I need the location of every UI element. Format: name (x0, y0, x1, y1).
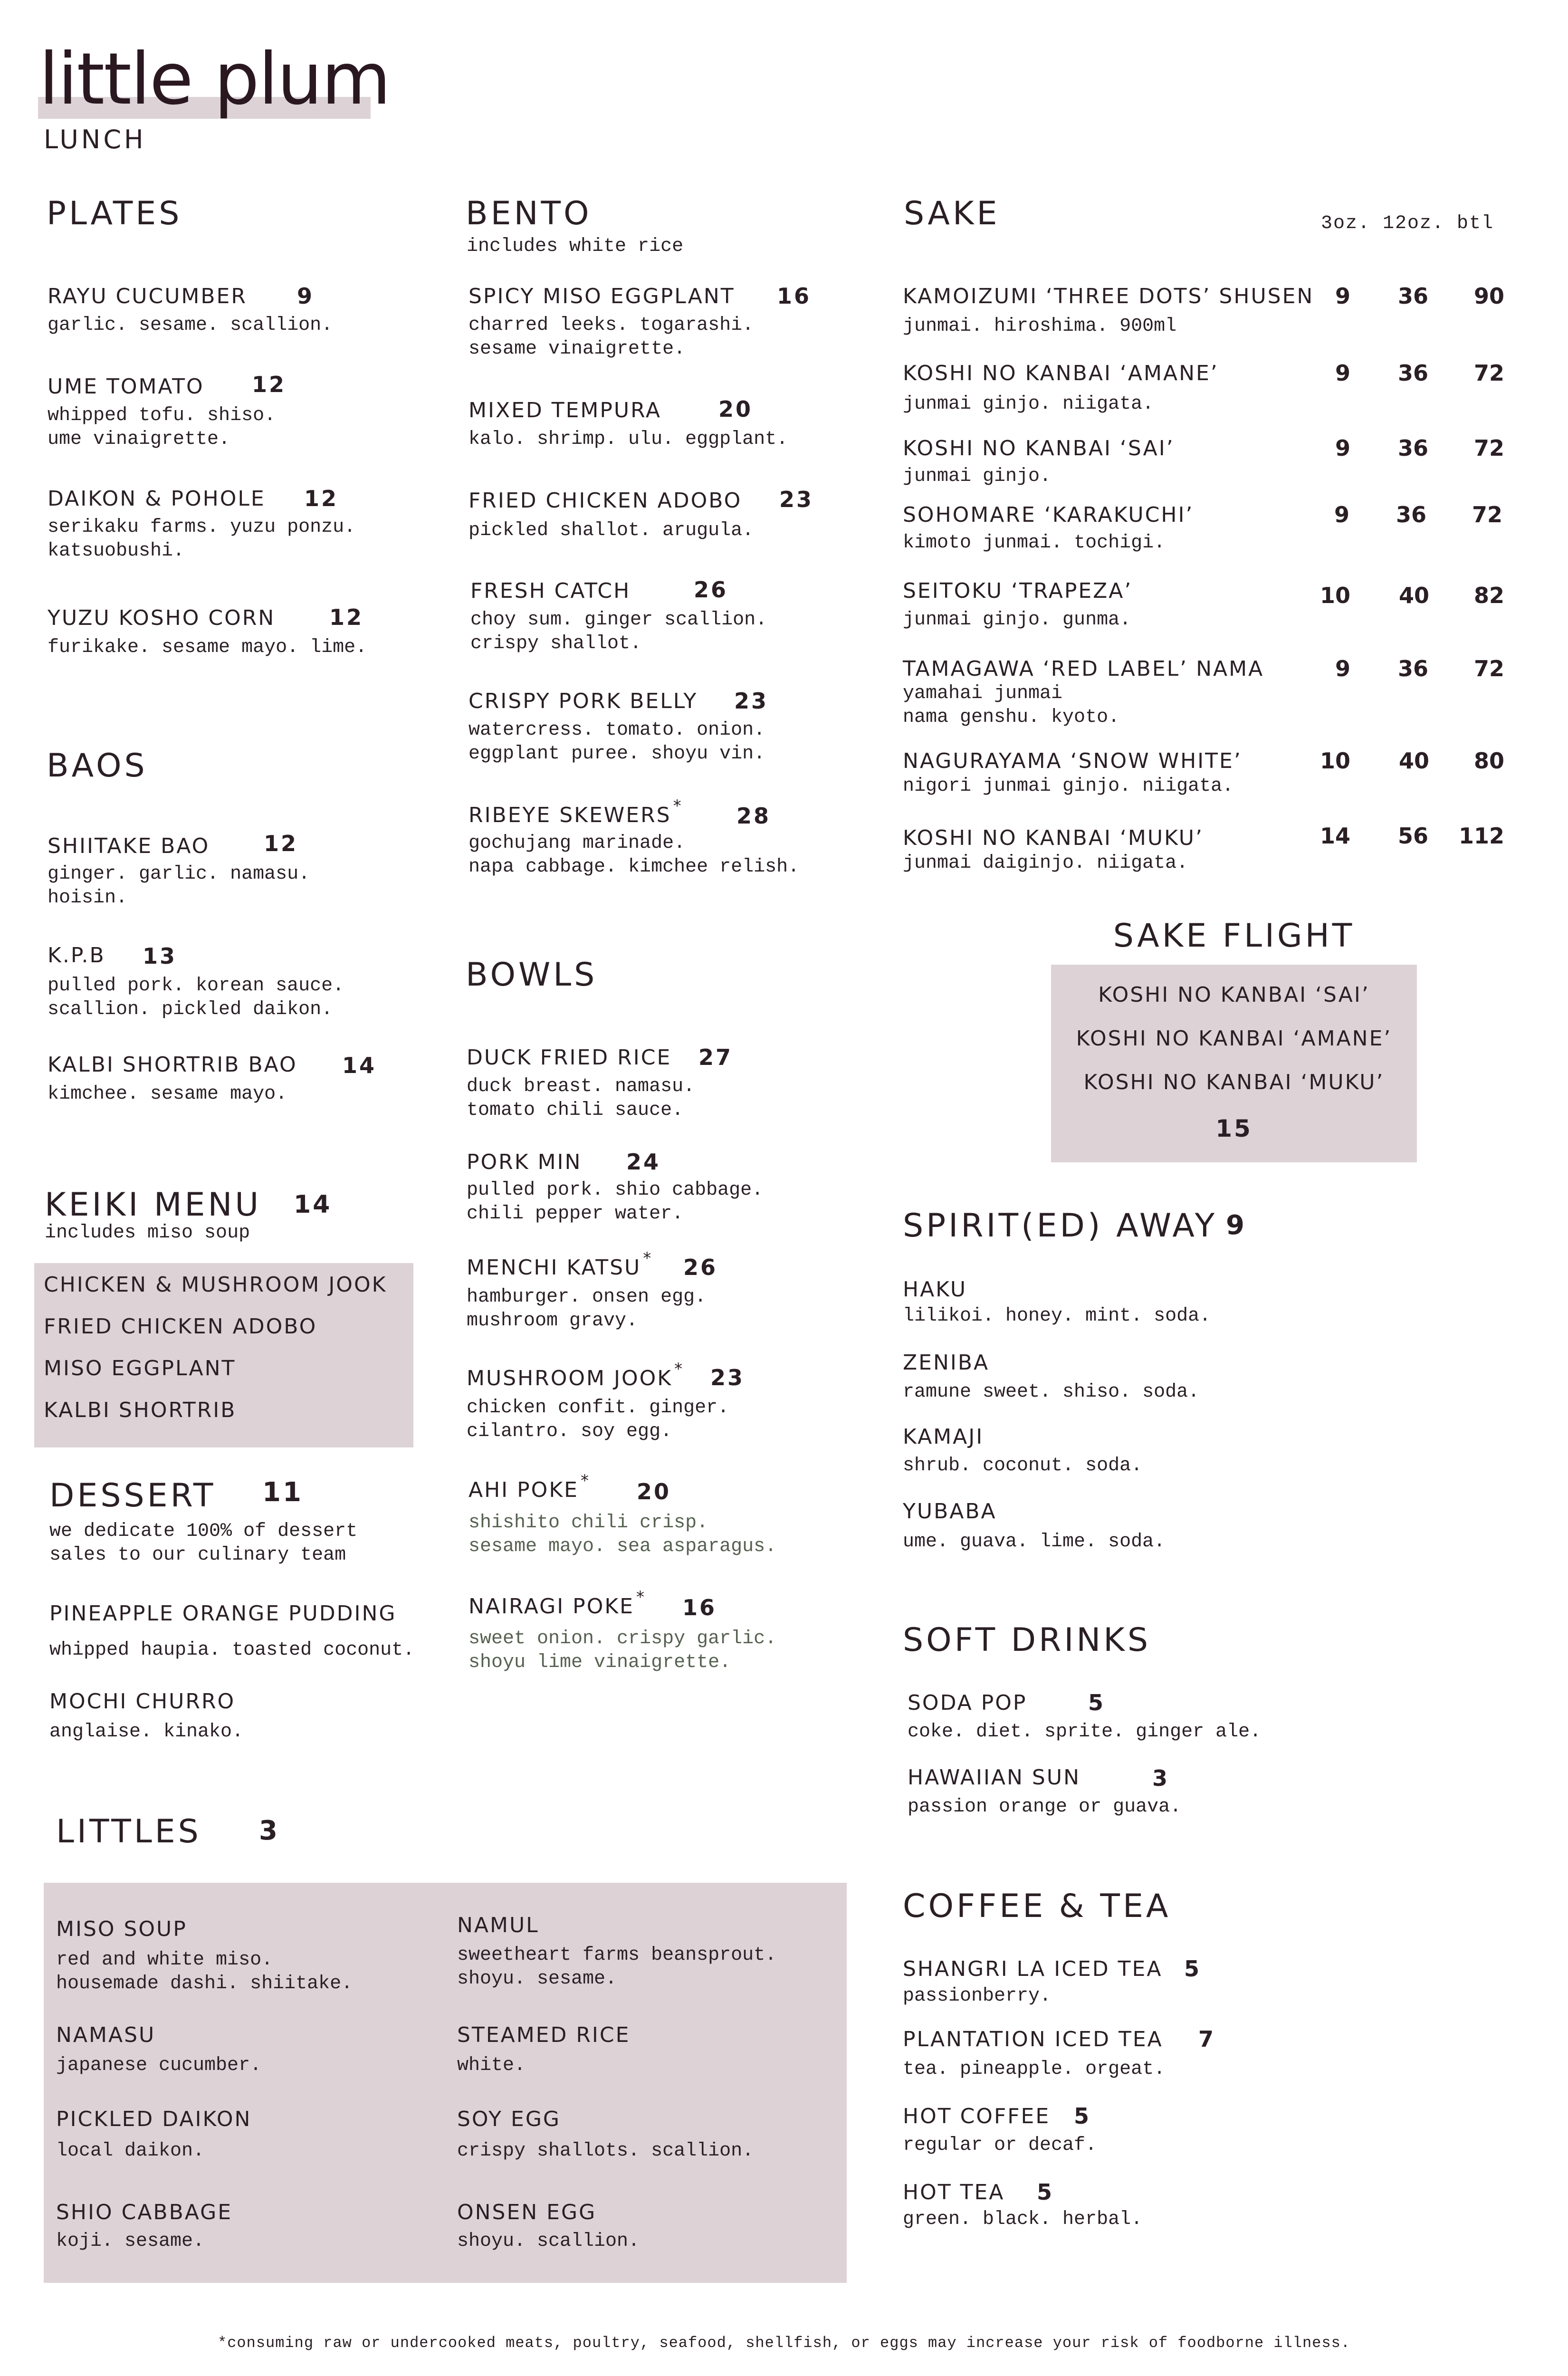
soft-drinks-title: SOFT DRINKS (903, 1621, 1151, 1659)
sake-desc: nigori junmai ginjo. niigata. (903, 776, 1234, 797)
bento-subtitle: includes white rice (467, 236, 684, 257)
menu-item-name: HOT TEA (903, 2180, 1005, 2204)
menu-item-desc: tea. pineapple. orgeat. (903, 2059, 1166, 2080)
menu-item-desc: pulled pork. shio cabbage. chili pepper water. (467, 1179, 764, 1225)
menu-item-price: 16 (682, 1595, 717, 1620)
menu-item-name: PICKLED DAIKON (56, 2107, 252, 2131)
menu-item-name: MIXED TEMPURA (468, 398, 662, 422)
sake-price-3oz: 9 (1335, 283, 1350, 309)
menu-item-desc: kalo. shrimp. ulu. eggplant. (468, 429, 788, 450)
sake-name: SOHOMARE ‘KARAKUCHI’ (903, 503, 1194, 527)
raw-warning-asterisk: * (636, 1588, 646, 1607)
menu-item-price: 12 (329, 604, 364, 630)
menu-item-name: MENCHI KATSU * (467, 1249, 653, 1280)
sake-price-12oz: 36 (1397, 360, 1428, 386)
keiki-subtitle: includes miso soup (45, 1222, 250, 1244)
sake-price-3oz: 14 (1319, 823, 1350, 849)
spirited-title: SPIRIT(ED) AWAY (903, 1207, 1218, 1245)
menu-item-desc: charred leeks. togarashi. sesame vinaigrette. (468, 315, 754, 360)
menu-item-price: 23 (779, 487, 814, 512)
sake-desc: junmai ginjo. (903, 466, 1052, 487)
sake-flight-item: KOSHI NO KANBAI ‘SAI’ (1098, 983, 1370, 1007)
sake-flight-price: 15 (1215, 1115, 1252, 1142)
menu-item-desc: local daikon. (56, 2140, 205, 2162)
raw-warning-asterisk: * (673, 796, 683, 815)
menu-item-name: YUZU KOSHO CORN (48, 606, 276, 630)
menu-item-desc: passion orange or guava. (908, 1796, 1182, 1818)
menu-item-desc: coke. diet. sprite. ginger ale. (908, 1721, 1262, 1743)
sake-price-btl: 80 (1473, 748, 1504, 774)
sake-name: SEITOKU ‘TRAPEZA’ (903, 579, 1133, 603)
menu-item-name: SODA POP (908, 1691, 1027, 1715)
menu-item-desc: chicken confit. ginger. cilantro. soy egg. (467, 1397, 729, 1442)
menu-item-desc: kimchee. sesame mayo. (48, 1083, 287, 1105)
sake-price-3oz: 10 (1319, 583, 1350, 608)
menu-item-desc: gochujang marinade. napa cabbage. kimchee relish. (468, 833, 800, 878)
menu-item-desc: pickled shallot. arugula. (468, 520, 754, 541)
menu-item-desc: watercress. tomato. onion. eggplant puree. shoyu vin. (468, 719, 765, 765)
menu-item-desc: koji. sesame. (56, 2231, 205, 2252)
menu-item-desc: crispy shallots. scallion. (457, 2140, 754, 2162)
menu-item-name: HAWAIIAN SUN (908, 1765, 1080, 1790)
menu-item-price: 13 (143, 943, 177, 969)
menu-item-name: SHIO CABBAGE (56, 2200, 233, 2224)
plates-title: PLATES (47, 195, 182, 232)
menu-item-name: KALBI SHORTRIB BAO (48, 1053, 297, 1077)
menu-item-name: RAYU CUCUMBER (48, 284, 247, 308)
sake-price-12oz: 36 (1396, 502, 1426, 527)
bowls-title: BOWLS (466, 956, 598, 994)
sake-price-3oz: 9 (1334, 502, 1349, 527)
menu-item-desc: anglaise. kinako. (49, 1721, 244, 1743)
sake-flight-item: KOSHI NO KANBAI ‘MUKU’ (1083, 1070, 1385, 1094)
menu-item-price: 12 (264, 831, 298, 856)
menu-item-desc: furikake. sesame mayo. lime. (48, 637, 367, 658)
sake-desc: yamahai junmai nama genshu. kyoto. (903, 683, 1120, 728)
littles-title: LITTLES (56, 1813, 201, 1850)
menu-item-price: 23 (734, 688, 769, 714)
dessert-price: 11 (262, 1477, 303, 1508)
menu-item-name: CRISPY PORK BELLY (468, 689, 698, 713)
menu-type: LUNCH (44, 125, 146, 154)
menu-item-desc: lilikoi. honey. mint. soda. (903, 1305, 1211, 1327)
menu-item-desc: ume. guava. lime. soda. (903, 1531, 1166, 1552)
menu-item-name: FRESH CATCH (470, 579, 631, 603)
menu-item-desc: shishito chili crisp. sesame mayo. sea asparagus. (468, 1512, 777, 1557)
menu-item-price: 26 (683, 1255, 718, 1280)
sake-desc: junmai. hiroshima. 900ml (903, 316, 1177, 337)
menu-item-name: K.P.B (48, 943, 105, 968)
menu-item-price: 5 (1037, 2179, 1054, 2205)
menu-item-desc: green. black. herbal. (903, 2209, 1143, 2230)
dessert-note: we dedicate 100% of dessert sales to our culinary team (49, 1521, 358, 1566)
menu-item-name: KAMAJI (903, 1425, 984, 1449)
menu-item-price: 27 (698, 1044, 733, 1070)
raw-warning-asterisk: * (674, 1360, 684, 1379)
menu-item-name: NAIRAGI POKE * (468, 1588, 646, 1619)
menu-item-desc: garlic. sesame. scallion. (48, 315, 333, 336)
sake-price-btl: 72 (1473, 656, 1504, 681)
littles-box (44, 1883, 847, 2283)
sake-title: SAKE (904, 195, 1000, 232)
sake-price-3oz: 9 (1335, 435, 1350, 461)
menu-item-price: 12 (252, 372, 287, 397)
menu-item-name: STEAMED RICE (457, 2023, 631, 2047)
sake-size-header: 3oz. 12oz. btl (1321, 213, 1494, 234)
sake-price-12oz: 36 (1397, 435, 1428, 461)
menu-item-desc: pulled pork. korean sauce. scallion. pickled daikon. (48, 975, 344, 1020)
sake-desc: junmai daiginjo. niigata. (903, 853, 1188, 874)
menu-item-desc: shrub. coconut. soda. (903, 1455, 1143, 1476)
keiki-item: FRIED CHICKEN ADOBO (44, 1314, 317, 1339)
menu-item-desc: ramune sweet. shiso. soda. (903, 1381, 1200, 1403)
baos-title: BAOS (47, 747, 148, 785)
sake-desc: kimoto junmai. tochigi. (903, 532, 1166, 554)
menu-item-name: SHIITAKE BAO (48, 834, 210, 858)
menu-item-price: 14 (342, 1053, 377, 1078)
menu-item-name: PINEAPPLE ORANGE PUDDING (49, 1601, 397, 1626)
sake-name: TAMAGAWA ‘RED LABEL’ NAMA (903, 657, 1264, 681)
sake-price-12oz: 40 (1398, 583, 1429, 608)
menu-item-desc: whipped haupia. toasted coconut. (49, 1639, 415, 1661)
sake-price-btl: 112 (1458, 823, 1504, 849)
menu-item-name: UME TOMATO (48, 374, 204, 399)
menu-item-price: 24 (626, 1149, 661, 1175)
sake-name: NAGURAYAMA ‘SNOW WHITE’ (903, 749, 1242, 773)
keiki-item: MISO EGGPLANT (44, 1356, 236, 1380)
sake-flight-item: KOSHI NO KANBAI ‘AMANE’ (1076, 1026, 1392, 1051)
menu-item-desc: whipped tofu. shiso. ume vinaigrette. (48, 405, 276, 450)
menu-item-price: 9 (297, 283, 315, 309)
menu-item-name: SPICY MISO EGGPLANT (468, 284, 735, 308)
menu-item-desc: serikaku farms. yuzu ponzu. katsuobushi. (48, 517, 356, 562)
menu-item-name: HOT COFFEE (903, 2104, 1051, 2128)
menu-item-desc: duck breast. namasu. tomato chili sauce. (467, 1076, 695, 1121)
dessert-title: DESSERT (49, 1477, 216, 1514)
menu-item-desc: sweet onion. crispy garlic. shoyu lime vinaigrette. (468, 1628, 777, 1673)
sake-price-btl: 72 (1473, 360, 1504, 386)
brand-logo: little plum (39, 38, 390, 121)
menu-item-price: 12 (304, 486, 339, 511)
menu-item-name: HAKU (903, 1277, 967, 1302)
sake-price-3oz: 9 (1335, 360, 1350, 386)
menu-item-desc: white. (457, 2055, 526, 2076)
sake-price-12oz: 40 (1398, 748, 1429, 774)
menu-item-name: FRIED CHICKEN ADOBO (468, 489, 742, 513)
menu-item-price: 3 (1152, 1765, 1170, 1791)
sake-name: KAMOIZUMI ‘THREE DOTS’ SHUSEN (903, 284, 1314, 308)
menu-item-price: 16 (777, 283, 812, 309)
menu-item-desc: ginger. garlic. namasu. hoisin. (48, 863, 310, 909)
bento-title: BENTO (466, 195, 592, 232)
menu-item-name: YUBABA (903, 1499, 997, 1523)
littles-price: 3 (259, 1815, 279, 1846)
menu-item-name: AHI POKE * (468, 1471, 590, 1502)
coffee-tea-title: COFFEE & TEA (903, 1887, 1171, 1925)
sake-price-btl: 82 (1473, 583, 1504, 608)
menu-item-name: MOCHI CHURRO (49, 1689, 236, 1714)
menu-item-desc: passionberry. (903, 1985, 1052, 2007)
menu-item-price: 5 (1184, 1956, 1202, 1982)
sake-price-12oz: 36 (1397, 283, 1428, 309)
menu-item-price: 26 (694, 577, 728, 603)
sake-flight-box (1051, 965, 1417, 1162)
sake-price-btl: 90 (1473, 283, 1504, 309)
keiki-item: CHICKEN & MUSHROOM JOOK (44, 1273, 387, 1297)
raw-warning-asterisk: * (643, 1249, 653, 1268)
menu-item-price: 5 (1074, 2103, 1091, 2129)
spirited-price: 9 (1226, 1210, 1246, 1241)
keiki-item: KALBI SHORTRIB (44, 1398, 237, 1422)
sake-price-3oz: 10 (1319, 748, 1350, 774)
menu-item-name: MISO SOUP (56, 1917, 187, 1941)
menu-item-desc: choy sum. ginger scallion. crispy shallot. (470, 609, 767, 654)
menu-item-price: 28 (736, 803, 771, 829)
menu-item-desc: regular or decaf. (903, 2135, 1097, 2156)
sake-flight-title: SAKE FLIGHT (1113, 917, 1355, 955)
menu-item-name: PLANTATION ICED TEA (903, 2027, 1163, 2051)
menu-item-price: 23 (710, 1365, 745, 1390)
menu-item-name: RIBEYE SKEWERS * (468, 796, 683, 827)
sake-desc: junmai ginjo. gunma. (903, 609, 1131, 631)
menu-item-desc: sweetheart farms beansprout. shoyu. sesame. (457, 1945, 777, 1990)
menu-item-desc: shoyu. scallion. (457, 2231, 640, 2252)
menu-item-price: 5 (1088, 1690, 1106, 1715)
menu-item-name: NAMASU (56, 2023, 156, 2047)
menu-item-desc: japanese cucumber. (56, 2055, 262, 2076)
menu-item-price: 7 (1198, 2026, 1216, 2052)
menu-item-price: 20 (637, 1479, 671, 1504)
menu-item-name: SOY EGG (457, 2107, 561, 2131)
raw-warning-asterisk: * (580, 1471, 590, 1490)
menu-item-desc: hamburger. onsen egg. mushroom gravy. (467, 1286, 707, 1332)
keiki-box (34, 1263, 413, 1447)
keiki-title: KEIKI MENU (45, 1186, 262, 1224)
menu-item-price: 20 (718, 396, 753, 422)
menu-item-name: ONSEN EGG (457, 2200, 597, 2224)
menu-item-name: ZENIBA (903, 1351, 990, 1375)
menu-item-name: DUCK FRIED RICE (467, 1045, 672, 1070)
menu-item-name: PORK MIN (467, 1150, 582, 1174)
sake-name: KOSHI NO KANBAI ‘SAI’ (903, 436, 1175, 460)
keiki-price: 14 (294, 1190, 332, 1219)
sake-price-btl: 72 (1473, 435, 1504, 461)
sake-name: KOSHI NO KANBAI ‘AMANE’ (903, 361, 1219, 385)
raw-food-disclaimer: *consuming raw or undercooked meats, poultry, seafood, shellfish, or eggs may increase your risk of foodborne illness. (218, 2334, 1350, 2352)
sake-price-12oz: 36 (1397, 656, 1428, 681)
sake-name: KOSHI NO KANBAI ‘MUKU’ (903, 826, 1204, 850)
menu-item-name: MUSHROOM JOOK * (467, 1360, 684, 1390)
sake-price-3oz: 9 (1335, 656, 1350, 681)
sake-price-btl: 72 (1472, 502, 1502, 527)
sake-desc: junmai ginjo. niigata. (903, 393, 1154, 415)
menu-item-name: SHANGRI LA ICED TEA (903, 1957, 1163, 1981)
menu-item-name: DAIKON & POHOLE (48, 487, 266, 511)
menu-item-desc: red and white miso. housemade dashi. shiitake. (56, 1949, 353, 1994)
sake-price-12oz: 56 (1397, 823, 1428, 849)
menu-item-name: NAMUL (457, 1913, 539, 1937)
